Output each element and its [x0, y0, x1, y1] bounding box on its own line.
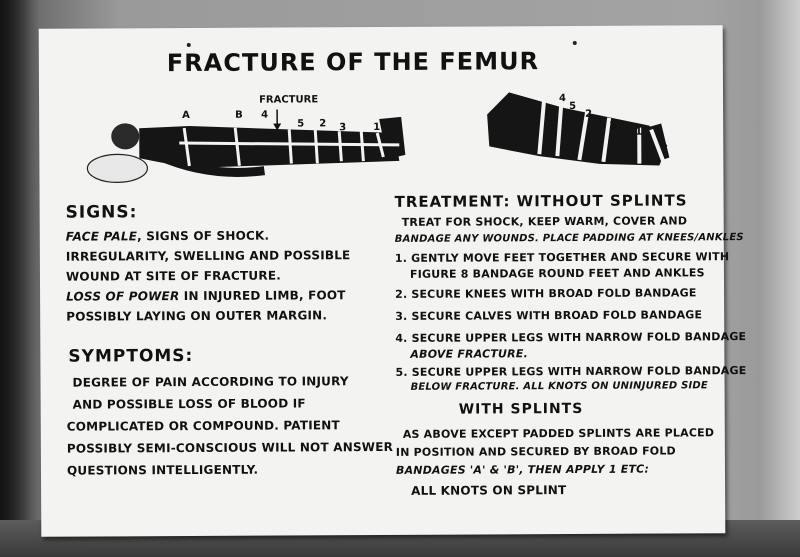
splints-line: ALL KNOTS ON SPLINT [411, 483, 567, 498]
left-shadow [0, 0, 40, 557]
symptoms-heading: SYMPTOMS: [68, 345, 194, 367]
bandage-label-3: 3 [339, 122, 347, 134]
symptoms-line: AND POSSIBLE LOSS OF BLOOD IF [72, 396, 306, 412]
bandage-label-b: B [235, 109, 243, 121]
treatment-step-5: 5. SECURE UPPER LEGS WITH NARROW FOLD BANDAGE [395, 364, 747, 379]
bandage-label-5: 5 [569, 100, 577, 113]
bandage-label-1: 1 [373, 122, 381, 134]
treatment-intro: TREAT FOR SHOCK, KEEP WARM, COVER AND [401, 214, 688, 229]
bandage-label-4: 4 [261, 109, 269, 121]
poster-board [39, 25, 747, 537]
symptoms-line: POSSIBLY SEMI-CONSCIOUS WILL NOT ANSWER [66, 439, 394, 456]
bandage-label-3: 3 [609, 120, 617, 132]
fracture-label: FRACTURE [259, 94, 319, 106]
treatment-heading: TREATMENT: WITHOUT SPLINTS [394, 191, 688, 211]
splints-line: IN POSITION AND SECURED BY BROAD FOLD [395, 444, 676, 459]
treatment-step-4-cont: ABOVE FRACTURE. [410, 347, 528, 361]
treatment-step-2: 2. SECURE KNEES WITH BROAD FOLD BANDAGE [395, 286, 697, 301]
signs-line: IRREGULARITY, SWELLING AND POSSIBLE [65, 248, 351, 264]
bandage-label-4: 4 [559, 93, 567, 105]
treatment-intro: BANDAGE ANY WOUNDS. PLACE PADDING AT KNEES/ANKLES [394, 232, 744, 245]
signs-line: POSSIBLY LAYING ON OUTER MARGIN. [66, 308, 328, 324]
symptoms-line: COMPLICATED OR COMPOUND. PATIENT [66, 418, 340, 434]
bandage-label-a: A [182, 110, 190, 122]
bandage-label-2: 2 [585, 108, 593, 120]
treatment-step-4: 4. SECURE UPPER LEGS WITH NARROW FOLD BANDAGE [395, 330, 747, 345]
signs-line: WOUND AT SITE OF FRACTURE. [65, 268, 281, 284]
signs-line: LOSS OF POWER IN INJURED LIMB, FOOT [66, 288, 346, 304]
patient-figure-lying [87, 109, 405, 183]
bandage-label-5: 5 [297, 118, 305, 130]
splints-line: AS ABOVE EXCEPT PADDED SPLINTS ARE PLACED [402, 426, 715, 441]
treatment-step-1: 1. GENTLY MOVE FEET TOGETHER AND SECURE WITH [394, 250, 730, 265]
symptoms-line: QUESTIONS INTELLIGENTLY. [66, 462, 259, 478]
poster-title: FRACTURE OF THE FEMUR [166, 47, 540, 78]
with-splints-heading: WITH SPLINTS [458, 400, 584, 418]
bandage-label-1: 1 [635, 126, 643, 138]
treatment-step-5-cont: BELOW FRACTURE. ALL KNOTS ON UNINJURED SIDE [410, 380, 708, 393]
signs-heading: SIGNS: [65, 202, 138, 223]
signs-line: FACE PALE, SIGNS OF SHOCK. [65, 228, 270, 244]
splints-line: BANDAGES 'A' & 'B', THEN APPLY 1 ETC: [395, 462, 650, 477]
treatment-step-1-cont: FIGURE 8 BANDAGE ROUND FEET AND ANKLES [409, 266, 705, 281]
symptoms-line: DEGREE OF PAIN ACCORDING TO INJURY [72, 374, 349, 390]
bandage-label-2: 2 [319, 118, 327, 130]
bandaged-patient-illustrations [39, 25, 724, 209]
treatment-step-3: 3. SECURE CALVES WITH BROAD FOLD BANDAGE [395, 308, 703, 323]
